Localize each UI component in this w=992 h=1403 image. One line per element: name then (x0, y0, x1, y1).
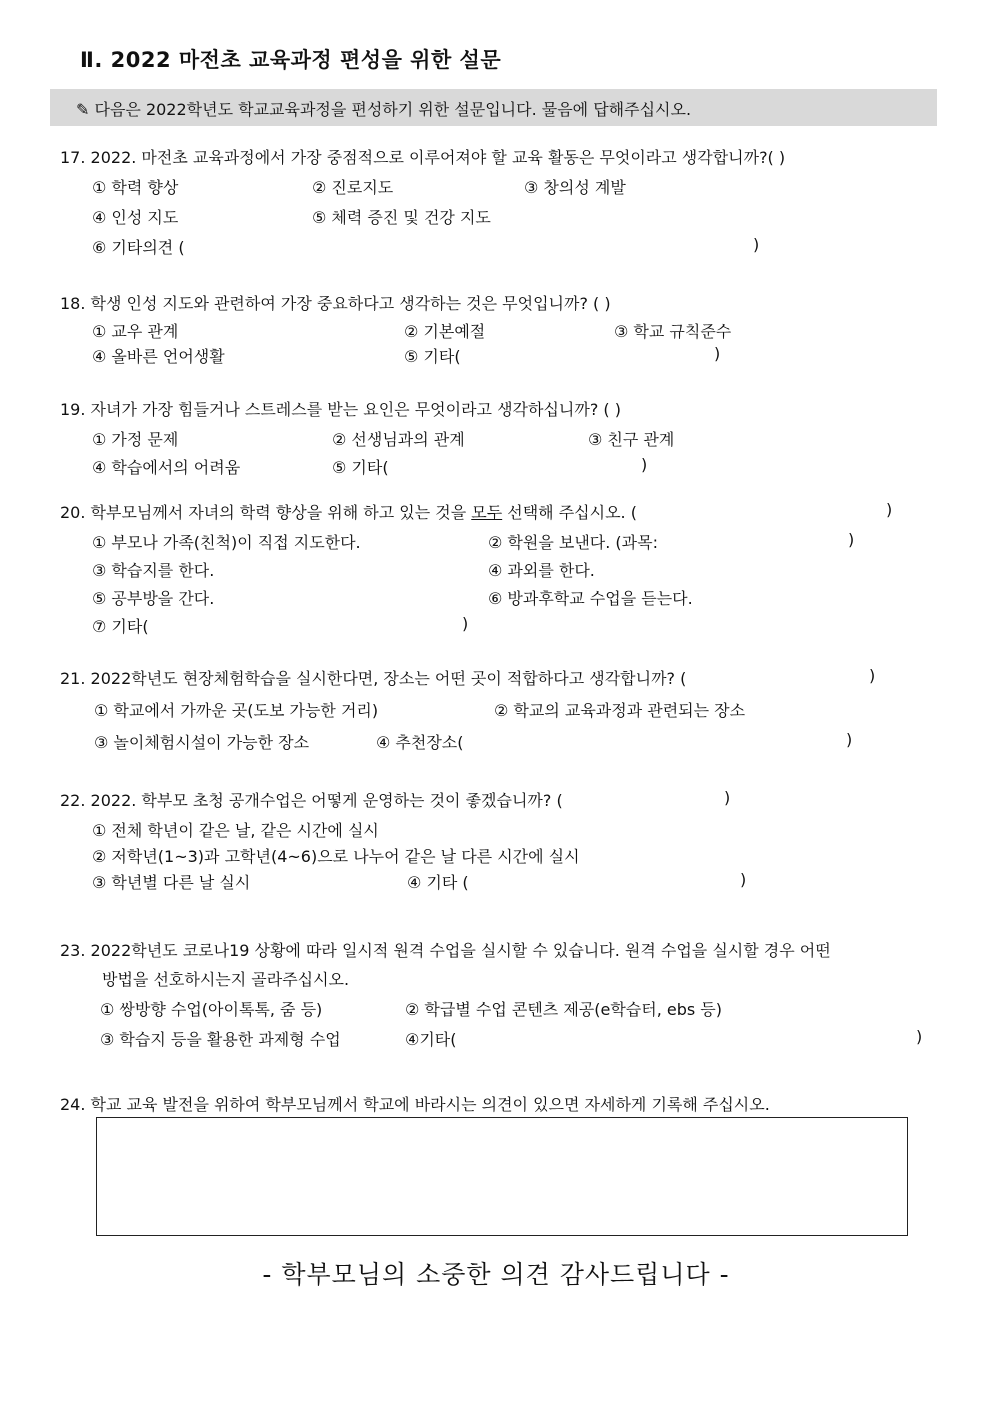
q23-option-3[interactable]: ③ 학습지 등을 활용한 과제형 수업 (100, 1030, 341, 1049)
q20-option-5[interactable]: ⑤ 공부방을 간다. (92, 589, 215, 608)
intro-text: ✎ 다음은 2022학년도 학교교육과정을 편성하기 위한 설문입니다. 물음에 답해주십시오. (76, 100, 692, 119)
closing-message: - 학부모님의 소중한 의견 감사드립니다 - (262, 1260, 730, 1289)
q18-option-5-close: ) (714, 344, 721, 363)
q18-option-5[interactable]: ⑤ 기타( (404, 347, 461, 366)
q20-option-2[interactable]: ② 학원을 보낸다. (과목: (488, 533, 658, 552)
q22-option-3[interactable]: ③ 학년별 다른 날 실시 (92, 873, 251, 892)
q20-option-1[interactable]: ① 부모나 가족(친척)이 직접 지도한다. (92, 533, 361, 552)
q19-option-3[interactable]: ③ 친구 관계 (588, 430, 675, 449)
question-22: 22. 2022. 학부모 초청 공개수업은 어떻게 운영하는 것이 좋겠습니까? ( (60, 791, 563, 810)
q19-option-4[interactable]: ④ 학습에서의 어려움 (92, 458, 241, 477)
question-23-line-2: 방법을 선호하시는지 골라주십시오. (102, 970, 350, 989)
question-20 (60, 500, 637, 523)
q21-option-1[interactable]: ① 학교에서 가까운 곳(도보 가능한 거리) (94, 701, 379, 720)
q19-option-5[interactable]: ⑤ 기타( (332, 458, 389, 477)
question-17: 17. 2022. 마전초 교육과정에서 가장 중점적으로 이루어져야 할 교육 활동은 무엇이라고 생각합니까?( ) (60, 148, 786, 167)
opinion-textbox[interactable] (96, 1117, 908, 1236)
q22-option-2[interactable]: ② 저학년(1~3)과 고학년(4~6)으로 나누어 같은 날 다른 시간에 실시 (92, 847, 580, 866)
q20-text-after: 선택해 주십시오. ( (502, 503, 637, 522)
q20-option-6[interactable]: ⑥ 방과후학교 수업을 듣는다. (488, 589, 693, 608)
question-23-line-1: 23. 2022학년도 코로나19 상황에 따라 일시적 원격 수업을 실시할 수 있습니다. 원격 수업을 실시할 경우 어떤 (60, 941, 831, 960)
q23-option-1[interactable]: ① 쌍방향 수업(아이톡톡, 줌 등) (100, 1000, 323, 1019)
q17-option-6[interactable]: ⑥ 기타의견 ( (92, 238, 185, 257)
q17-option-4[interactable]: ④ 인성 지도 (92, 208, 179, 227)
q22-option-4-close: ) (740, 870, 747, 889)
q19-option-2[interactable]: ② 선생님과의 관계 (332, 430, 465, 449)
q20-option-2-close: ) (848, 530, 855, 549)
q22-option-1[interactable]: ① 전체 학년이 같은 날, 같은 시간에 실시 (92, 821, 379, 840)
q18-option-3[interactable]: ③ 학교 규칙준수 (614, 322, 732, 341)
question-21-close: ) (869, 666, 876, 685)
q20-text-before: 20. 학부모님께서 자녀의 학력 향상을 위해 하고 있는 것을 (60, 503, 472, 522)
q20-option-4[interactable]: ④ 과외를 한다. (488, 561, 595, 580)
q17-option-6-close: ) (753, 235, 760, 254)
q21-option-2[interactable]: ② 학교의 교육과정과 관련되는 장소 (494, 701, 746, 720)
section-title: Ⅱ. 2022 마전초 교육과정 편성을 위한 설문 (80, 48, 502, 72)
q20-text-emphasis: 모두 (471, 503, 503, 522)
q21-option-4-close: ) (846, 730, 853, 749)
q18-option-2[interactable]: ② 기본예절 (404, 322, 486, 341)
question-24: 24. 학교 교육 발전을 위하여 학부모님께서 학교에 바라시는 의견이 있으면 자세하게 기록해 주십시오. (60, 1095, 770, 1114)
q18-option-1[interactable]: ① 교우 관계 (92, 322, 179, 341)
q20-option-3[interactable]: ③ 학습지를 한다. (92, 561, 215, 580)
q22-option-4[interactable]: ④ 기타 ( (407, 873, 469, 892)
q20-option-7[interactable]: ⑦ 기타( (92, 617, 149, 636)
question-21: 21. 2022학년도 현장체험학습을 실시한다면, 장소는 어떤 곳이 적합하다고 생각합니까? ( (60, 669, 687, 688)
q17-option-5[interactable]: ⑤ 체력 증진 및 건강 지도 (312, 208, 491, 227)
q21-option-3[interactable]: ③ 놀이체험시설이 가능한 장소 (94, 733, 310, 752)
q17-option-1[interactable]: ① 학력 향상 (92, 178, 179, 197)
q19-option-5-close: ) (641, 455, 648, 474)
question-18: 18. 학생 인성 지도와 관련하여 가장 중요하다고 생각하는 것은 무엇입니까? ( ) (60, 294, 611, 313)
question-22-close: ) (724, 788, 731, 807)
q20-option-7-close: ) (462, 614, 469, 633)
question-19: 19. 자녀가 가장 힘들거나 스트레스를 받는 요인은 무엇이라고 생각하십니까? ( ) (60, 400, 621, 419)
q17-option-2[interactable]: ② 진로지도 (312, 178, 394, 197)
q23-option-4[interactable]: ④기타( (405, 1030, 457, 1049)
q18-option-4[interactable]: ④ 올바른 언어생활 (92, 347, 225, 366)
q21-option-4[interactable]: ④ 추천장소( (376, 733, 464, 752)
q19-option-1[interactable]: ① 가정 문제 (92, 430, 179, 449)
q23-option-2[interactable]: ② 학급별 수업 콘텐츠 제공(e학습터, ebs 등) (405, 1000, 722, 1019)
question-20-close: ) (886, 500, 893, 519)
q23-option-4-close: ) (916, 1027, 923, 1046)
q17-option-3[interactable]: ③ 창의성 계발 (524, 178, 626, 197)
